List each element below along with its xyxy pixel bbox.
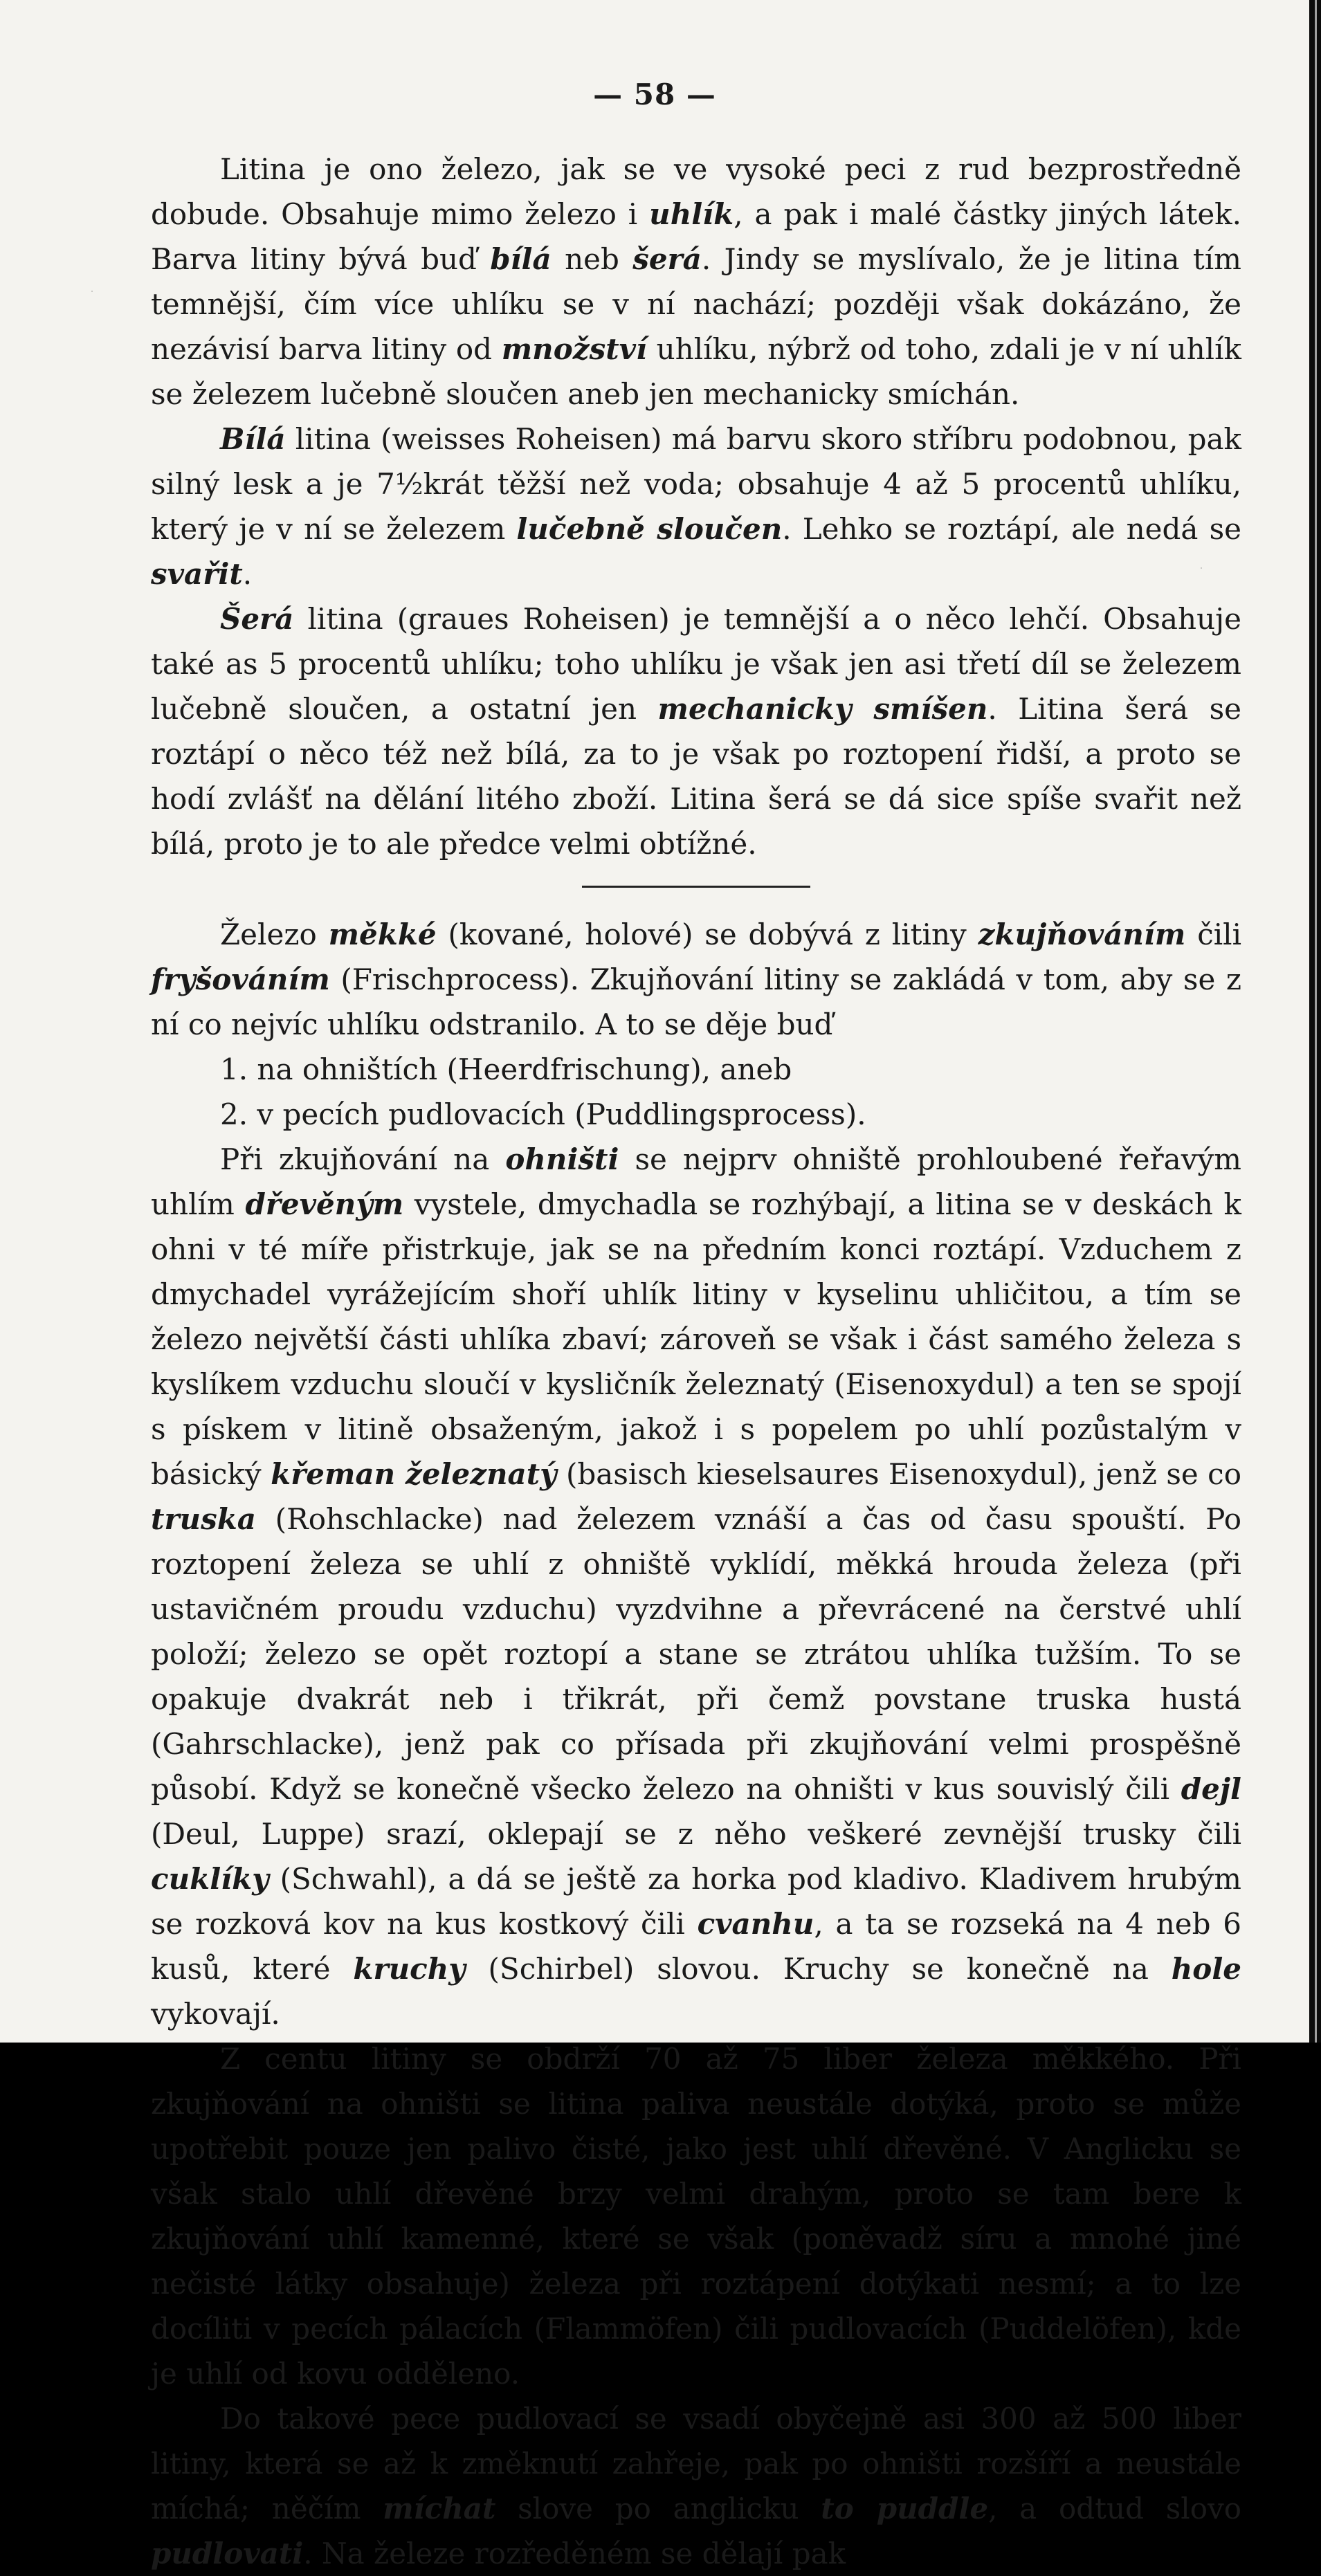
- zkujnovani-section: [151, 1137, 1241, 2576]
- litina-section: [151, 147, 1241, 866]
- body-text-run: (kované, holové) se dobývá z litiny: [436, 917, 978, 951]
- body-text-run: uhlíku, nýbrž od toho, zdali je v ní uhlík se železem lučebně sloučen aneb jen mechanicky smíchán.: [151, 332, 1241, 411]
- scan-edge-highlight: [1315, 0, 1317, 2043]
- emphasized-term: lučebně sloučen: [516, 512, 783, 546]
- emphasized-term: bílá: [490, 242, 552, 276]
- body-text-run: (Deul, Luppe) srazí, oklepají se z něho veškeré zevnější trusky čili: [151, 1817, 1241, 1851]
- paper-speckle: [91, 291, 93, 292]
- body-text-run: litina (weisses Roheisen) má barvu skoro stříbru podobnou, pak silný lesk a je 7½krát těžší než voda; obsahuje 4 až 5 procentů uhlíku, který je v ní se železem: [151, 422, 1241, 546]
- body-text-run: , a odtud slovo: [988, 2492, 1241, 2525]
- emphasized-term: truska: [151, 1502, 257, 1536]
- emphasized-term: šerá: [632, 242, 702, 276]
- body-text-run: (Schirbel) slovou. Kruchy se konečně na: [465, 1952, 1172, 1986]
- emphasized-term: míchat: [383, 2492, 496, 2525]
- method-list: [151, 1047, 1241, 1137]
- method-list-item: 1. na ohništích (Heerdfrischung), aneb: [220, 1052, 792, 1086]
- emphasized-term: cuklíky: [151, 1862, 269, 1896]
- emphasized-term: fryšováním: [151, 962, 330, 996]
- body-text-run: Do takové pece pudlovací se vsadí obyčejně asi 300 až 500 liber litiny, která se až k změknutí zahřeje, pak po ohništi rozšíří a neustále míchá; něčím: [151, 2402, 1241, 2525]
- page-text: [151, 147, 1241, 2576]
- body-text-run: vykovají.: [151, 1997, 280, 2031]
- emphasized-term: pudlovati: [151, 2537, 304, 2570]
- body-text-run: (Schwahl), a dá se ještě za horka pod kladivo. Kladivem hrubým se rozková kov na kus kostkový čili: [151, 1862, 1241, 1941]
- body-text-run: litina (graues Roheisen) je temnější a o něco lehčí. Obsahuje také as 5 procentů uhlíku; toho uhlíku je však jen asi třetí díl se železem lučebně sloučen, a ostatní jen: [151, 602, 1241, 726]
- body-text-run: se nejprv ohniště prohloubené řeřavým uhlím: [151, 1142, 1241, 1221]
- paragraphs_1-paragraph: [151, 147, 1241, 417]
- body-text-run: vystele, dmychadla se rozhýbají, a litina se v deskách k ohni v té míře přistrkuje, jak se na předním konci roztápí. Vzduchem z dmychadel vyrážejícím shoří uhlík litiny v kyselinu uhličitou, a tím se železo největší části uhlíka zbaví; zároveň se však i část samého železa s kyslíkem vzduchu sloučí v kysličník železnatý (Eisenoxydul) a ten se spojí s pískem v litině obsaženým, jakož i s popelem po uhlí pozůstalým v básický: [151, 1187, 1241, 1491]
- emphasized-term: hole: [1171, 1952, 1241, 1986]
- emphasized-term: Bílá: [220, 422, 286, 456]
- emphasized-term: kruchy: [353, 1952, 466, 1986]
- body-text-run: slove po anglicku: [495, 2492, 821, 2525]
- body-text-run: (Rohschlacke) nad železem vznáší a čas od času spouští. Po roztopení železa se uhlí z ohniště vyklídí, měkká hrouda železa (při ustavičném proudu vzduchu) vyzdvihne a převrácené na čerstvé uhlí položí; železo se opět roztopí a stane se ztrátou uhlíka tužším. To se opakuje dvakrát neb i třikrát, při čemž povstane truska hustá (Gahrschlacke), jenž pak co přísada při zkujňování velmi prospěšně působí. Když se konečně všecko železo na ohništi v kus souvislý čili: [151, 1502, 1241, 1806]
- zelezo-mekke-intro: [151, 912, 1241, 1047]
- body-text-run: . Litina šerá se roztápí o něco též než bílá, za to je však po roztopení řidší, a proto se hodí zvlášť na dělání litého zboží. Litina šerá se dá sice spíše svařit než bílá, proto je to ale předce velmi obtížné.: [151, 692, 1241, 861]
- paper-speckle: [215, 1875, 216, 1876]
- paragraphs_2-paragraph: [151, 912, 1241, 1047]
- paper-speckle: [1201, 567, 1202, 569]
- body-text-run: , a pak i malé částky jiných látek. Barva litiny bývá buď: [151, 197, 1241, 276]
- section-divider: [582, 886, 810, 888]
- paragraphs_1-paragraph: [151, 417, 1241, 596]
- body-text-run: Železo: [220, 917, 329, 951]
- body-text-run: čili: [1185, 917, 1242, 951]
- emphasized-term: Šerá: [220, 602, 294, 636]
- body-text-run: neb: [551, 242, 633, 276]
- scan-dark-edge: [1309, 0, 1321, 2043]
- body-text-run: . Jindy se myslívalo, že je litina tím temnější, čím více uhlíku se v ní nachází; později však dokázáno, že nezávisí barva litiny od: [151, 242, 1241, 366]
- emphasized-term: cvanhu: [697, 1907, 814, 1941]
- emphasized-term: uhlík: [649, 197, 734, 231]
- emphasized-term: měkké: [328, 917, 437, 951]
- emphasized-term: to puddle: [821, 2492, 989, 2525]
- emphasized-term: svařit: [151, 557, 243, 591]
- paragraphs_1-paragraph: [151, 596, 1241, 866]
- body-text-run: Při zkujňování na: [220, 1142, 506, 1176]
- emphasized-term: dejl: [1181, 1772, 1241, 1806]
- body-text-run: . Na železe rozředěném se dělají pak: [303, 2537, 846, 2570]
- paragraphs_3-paragraph: [151, 2036, 1241, 2396]
- body-text-run: . Lehko se roztápí, ale nedá se: [782, 512, 1242, 546]
- emphasized-term: zkujňováním: [978, 917, 1186, 951]
- body-text-run: (basisch kieselsaures Eisenoxydul), jenž se co: [556, 1457, 1241, 1491]
- emphasized-term: ohništi: [505, 1142, 619, 1176]
- emphasized-term: křeman železnatý: [271, 1457, 557, 1491]
- emphasized-term: dřevěným: [245, 1187, 404, 1221]
- page-number: — 58 —: [593, 77, 716, 111]
- body-text-run: .: [242, 557, 253, 591]
- emphasized-term: mechanicky smíšen: [657, 692, 988, 726]
- body-text-run: Litina je ono železo, jak se ve vysoké peci z rud bezprostředně dobude. Obsahuje mimo železo i: [151, 152, 1241, 231]
- method-list-item: 2. v pecích pudlovacích (Puddlingsprocess).: [220, 1097, 866, 1131]
- body-text-run: Z centu litiny se obdrží 70 až 75 liber železa měkkého. Při zkujňování na ohništi se litina paliva neustále dotýká, proto se může upotřebit pouze jen palivo čisté, jako jest uhlí dřevěné. V Anglicku se však stalo uhlí dřevěné brzy velmi drahým, proto se tam bere k zkujňování uhlí kamenné, které se však (poněvadž síru a mnohé jiné nečisté látky obsahuje) železa při roztápení dotýkati nesmí; a to lze docíliti v pecích pálacích (Flammöfen) čili pudlovacích (Puddelöfen), kde je uhlí od kovu odděleno.: [151, 2042, 1241, 2391]
- paragraphs_3-paragraph: [151, 1137, 1241, 2036]
- paragraphs_3-paragraph: [151, 2396, 1241, 2576]
- body-text-run: (Frischprocess). Zkujňování litiny se zakládá v tom, aby se z ní co nejvíc uhlíku odstranilo. A to se děje buď: [151, 962, 1241, 1041]
- emphasized-term: množství: [501, 332, 647, 366]
- body-text-run: , a ta se rozseká na 4 neb 6 kusů, které: [151, 1907, 1241, 1986]
